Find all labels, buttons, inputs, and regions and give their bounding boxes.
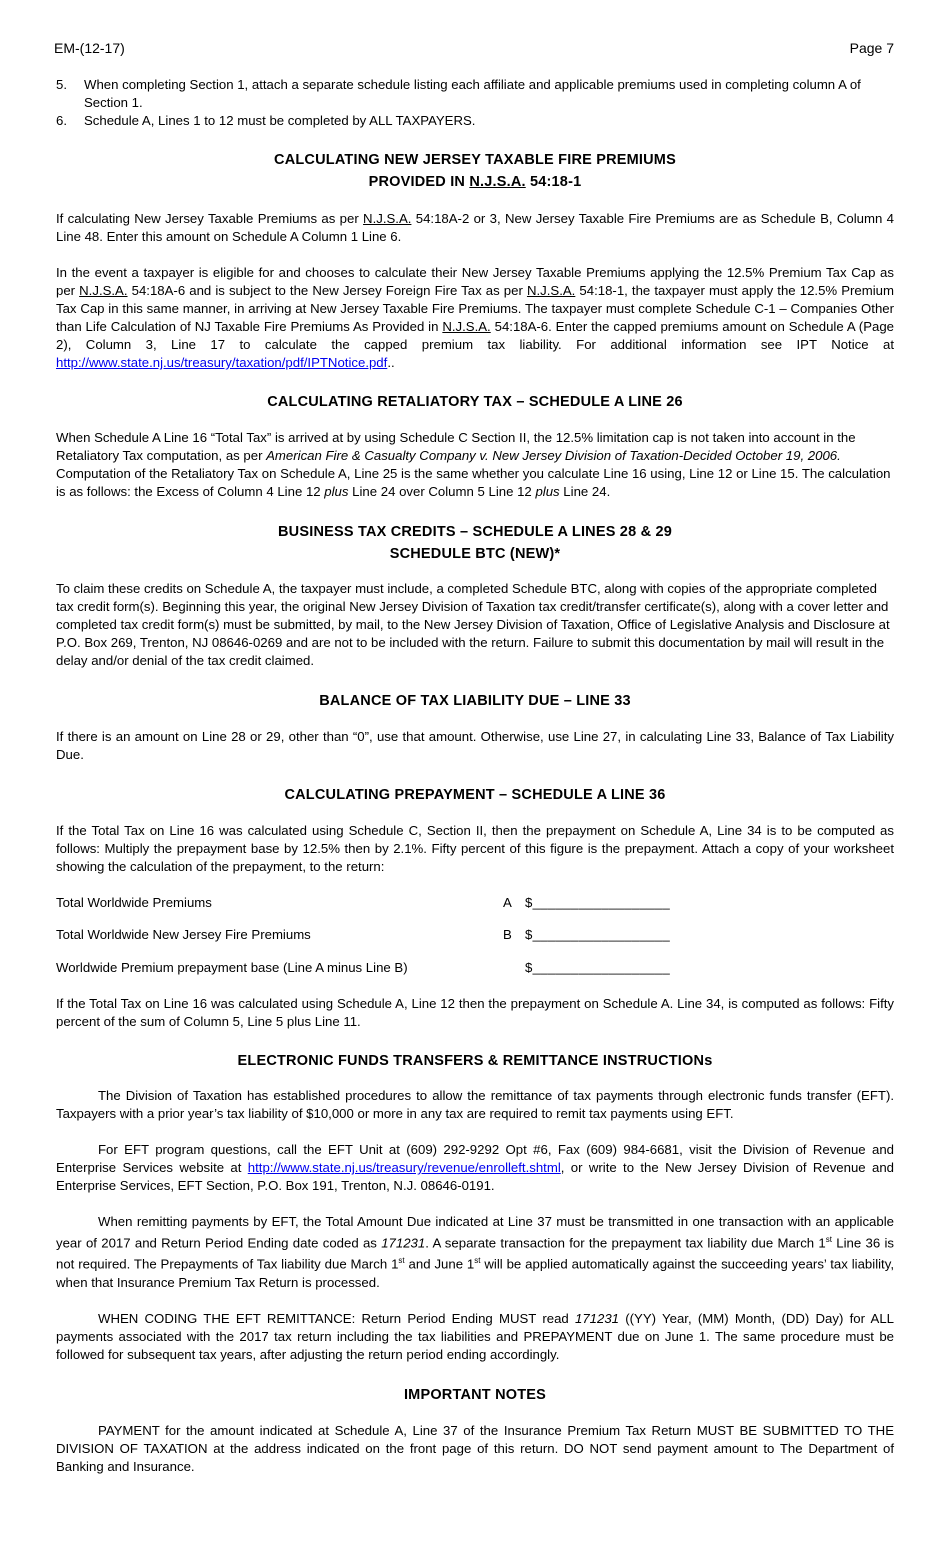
list-item: [56, 76, 894, 112]
eft-paragraph-3: When remitting payments by EFT, the Total Amount Due indicated at Line 37 must be transmitted in one transaction with an applicable year of 2017 and Return Period Ending date coded as 171231. A separate transaction for the prepayment tax liability due March 1st Line 36 is not required. The Prepayments of Tax liability due March 1st and June 1st will be applied automatically against the succeeding years’ tax liability, when that Insurance Premium Tax Return is processed.: [56, 1214, 894, 1290]
eft-enroll-link[interactable]: http://www.state.nj.us/treasury/revenue/enrolleft.shtml: [247, 1160, 561, 1175]
document-page: [56, 0, 894, 1565]
list-item-text: When completing Section 1, attach a separate schedule listing each affiliate and applicable premiums used in completing column A of Section 1.: [84, 77, 861, 110]
credits-paragraph: To claim these credits on Schedule A, the taxpayer must include, a completed Schedule BTC, along with copies of the appropriate completed tax credit form(s). Beginning this year, the original New Jersey Division of Taxation tax credit/transfer certificate(s), along with a cover letter and completed tax credit form(s) must be submitted, by mail, to the New Jersey Division of Taxation, Office of Legislative Analysis and Disclosure at P.O. Box 269, Trenton, NJ 08646-0269 and are not to be included with the return. Failure to submit this documentation by mail will result in the delay and/or denial of the tax credit claimed.: [56, 581, 890, 668]
page-number: Page 7: [849, 40, 894, 56]
retaliatory-paragraph: When Schedule A Line 16 “Total Tax” is arrived at by using Schedule C Section II, the 12.5% limitation cap is not taken into account in the Retaliatory Tax computation, as per American Fire & Casualty Company v. New Jersey Division of Taxation-Decided October 19, 2006. Computation of the Retaliatory Tax on Schedule A, Line 25 is the same whether you calculate Line 16 using, Line 12 or Line 15. The calculation is as follows: the Excess of Column 4 Line 12 plus Line 24 over Column 5 Line 12 plus Line 24.: [56, 430, 891, 499]
worksheet-label: Worldwide Premium prepayment base (Line A minus Line B): [56, 960, 408, 975]
eft-paragraph-1: The Division of Taxation has established procedures to allow the remittance of tax payments through electronic funds transfer (EFT). Taxpayers with a prior year’s tax liability of $10,000 or more in any tax are required to remit tax payments using EFT.: [56, 1088, 894, 1121]
list-item-number: 6.: [56, 113, 67, 128]
heading-business-tax-credits: BUSINESS TAX CREDITS – SCHEDULE A LINES 28 & 29: [278, 524, 672, 540]
worksheet-label: Total Worldwide Premiums: [56, 895, 212, 910]
worksheet-letter: B: [503, 927, 512, 942]
prepayment-paragraph-1: If the Total Tax on Line 16 was calculated using Schedule C, Section II, then the prepayment on Schedule A, Line 34 is to be computed as follows: Multiply the prepayment base by 12.5% then by 2.1%. Fifty percent of this figure is the prepayment. Attach a copy of your worksheet showing the calculation of the prepayment, to the return:: [56, 823, 894, 874]
worksheet-letter: A: [503, 895, 512, 910]
worksheet-amount-line: $__________________: [525, 895, 671, 910]
heading-important-notes: IMPORTANT NOTES: [403, 1386, 547, 1403]
worksheet-amount-line: $__________________: [525, 927, 671, 942]
page-header: [56, 40, 894, 58]
list-item: [56, 112, 894, 130]
worksheet-amount-line: $__________________: [525, 960, 671, 975]
worksheet-label: Total Worldwide New Jersey Fire Premiums: [56, 927, 311, 942]
heading-fire-premiums: CALCULATING NEW JERSEY TAXABLE FIRE PREMIUMS: [274, 152, 676, 168]
prepayment-paragraph-2: If the Total Tax on Line 16 was calculated using Schedule A, Line 12 then the prepayment on Schedule A. Line 34, is computed as follows: Fifty percent of the sum of Column 5, Line 5 plus Line 11.: [56, 996, 894, 1029]
heading-eft: ELECTRONIC FUNDS TRANSFERS & REMITTANCE INSTRUCTIONs: [237, 1053, 713, 1069]
eft-paragraph-2: For EFT program questions, call the EFT Unit at (609) 292-9292 Opt #6, Fax (609) 984-6681, visit the Division of Revenue and Enterprise Services website at http://www.state.nj.us/treasury/revenue/enrolleft.shtml, or write to the New Jersey Division of Revenue and Enterprise Services, EFT Section, P.O. Box 191, Trenton, N.J. 08646-0191.: [56, 1142, 894, 1193]
balance-paragraph: If there is an amount on Line 28 or 29, other than “0”, use that amount. Otherwise, use Line 27, in calculating Line 33, Balance of Tax Liability Due.: [56, 729, 894, 762]
heading-retaliatory-tax: CALCULATING RETALIATORY TAX – SCHEDULE A LINE 26: [267, 394, 683, 410]
worksheet-row: [56, 926, 894, 944]
form-id: EM-(12-17): [54, 40, 125, 56]
heading-prepayment: CALCULATING PREPAYMENT – SCHEDULE A LINE 36: [284, 787, 666, 803]
heading-balance-due: BALANCE OF TAX LIABILITY DUE – LINE 33: [319, 693, 631, 709]
list-item-number: 5.: [56, 77, 67, 92]
worksheet-row: [56, 959, 894, 977]
fire-paragraph-2: In the event a taxpayer is eligible for and chooses to calculate their New Jersey Taxable Premiums applying the 12.5% Premium Tax Cap as per N.J.S.A. 54:18A-6 and is subject to the New Jersey Foreign Fire Tax as per N.J.S.A. 54:18-1, the taxpayer must apply the 12.5% Premium Tax Cap in this same manner, in arriving at New Jersey Taxable Fire Premiums. The taxpayer must complete Schedule C-1 – Companies Other than Life Calculation of NJ Taxable Fire Premiums As Provided in N.J.S.A. 54:18A-6. Enter the capped premiums amount on Schedule A (Page 2), Column 3, Line 17 to calculate the capped premium tax liability. For additional information see IPT Notice at http://www.state.nj.us/treasury/taxation/pdf/IPTNotice.pdf..: [56, 265, 894, 370]
heading-fire-premiums-sub: PROVIDED IN N.J.S.A. 54:18-1: [368, 174, 582, 190]
list-item-text: Schedule A, Lines 1 to 12 must be completed by ALL TAXPAYERS.: [84, 113, 476, 128]
fire-paragraph-1: If calculating New Jersey Taxable Premiums as per N.J.S.A. 54:18A-2 or 3, New Jersey Taxable Fire Premiums are as Schedule B, Column 4 Line 48. Enter this amount on Schedule A Column 1 Line 6.: [56, 211, 894, 244]
document-body: [56, 76, 894, 1476]
heading-schedule-btc: SCHEDULE BTC (NEW)*: [389, 546, 561, 562]
notes-paragraph: PAYMENT for the amount indicated at Schedule A, Line 37 of the Insurance Premium Tax Return MUST BE SUBMITTED TO THE DIVISION OF TAXATION at the address indicated on the front page of this return. DO NOT send payment amount to The Department of Banking and Insurance.: [56, 1422, 894, 1474]
ipt-notice-link[interactable]: http://www.state.nj.us/treasury/taxation/pdf/IPTNotice.pdf: [56, 355, 388, 370]
eft-paragraph-4: WHEN CODING THE EFT REMITTANCE: Return Period Ending MUST read 171231 ((YY) Year, (MM) Month, (DD) Day) for ALL payments associated with the 2017 tax return including the tax liabilities and PREPAYMENT due on June 1. The same procedure must be followed for subsequent tax years, after adjusting the return period ending accordingly.: [56, 1310, 894, 1362]
worksheet-row: [56, 894, 894, 912]
